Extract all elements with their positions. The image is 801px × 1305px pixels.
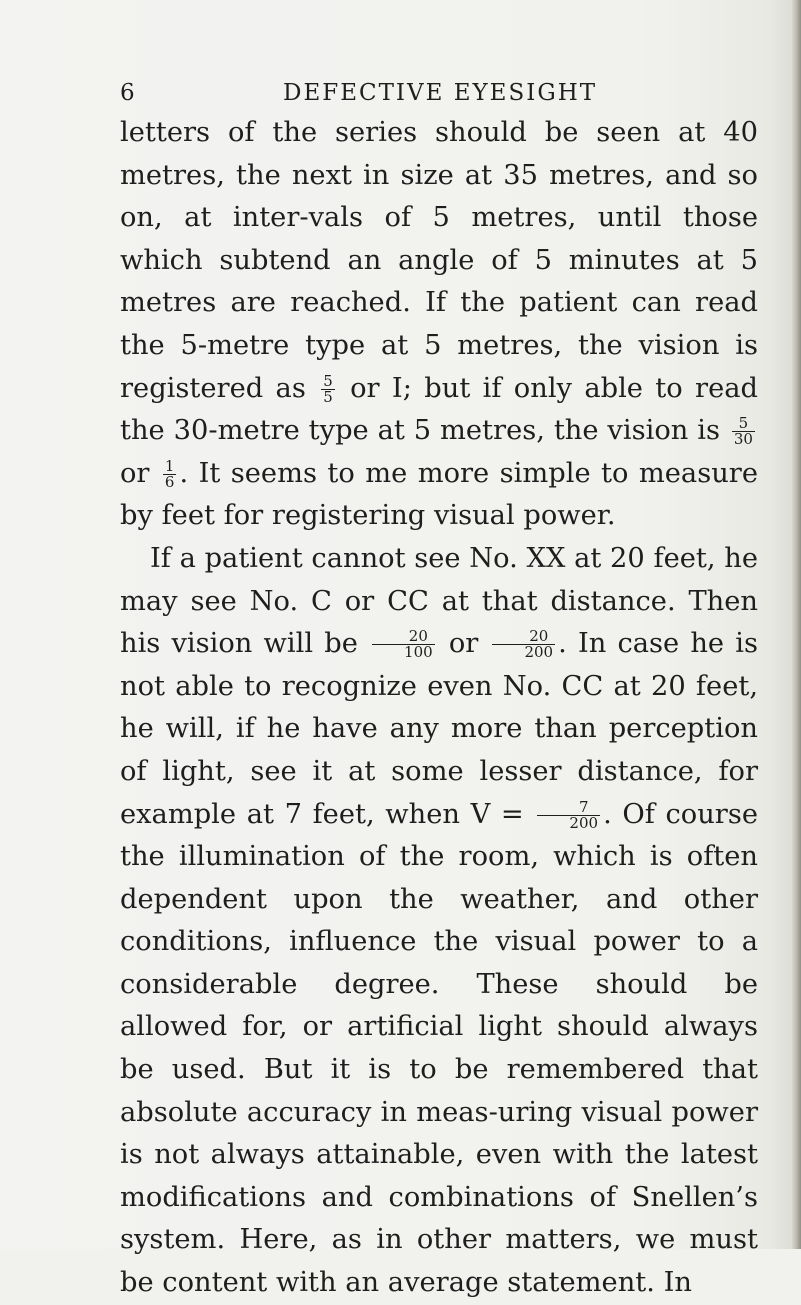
fraction-numerator: 5 [323,371,333,390]
text-run: . It seems to me more simple to measure by feet for registering visual power. [120,457,758,532]
fraction [537,797,600,832]
fraction-numerator: 20 [492,629,555,645]
text-run: or [448,628,479,660]
fraction [163,456,177,491]
fraction-numerator: 1 [164,456,175,475]
running-header [120,80,758,112]
fraction-denominator: 6 [164,472,175,491]
fraction-denominator: 200 [524,643,554,662]
text-run: . Of course the illumination of the room, which is often dependent upon the weather, and other conditions, influence the visual power to a considerable degree. These should be allowed for, or artificial light should always be used. But it is to be remembered that absolute accuracy in meas-uring visual power is not always attainable, even with the latest modifications and combinations of Snellen’s system. Here, as in other matters, we must be content with an average statement. In [120,798,758,1299]
fraction [492,629,555,660]
text-run: or I; but if only able to read the 30-metre type at 5 metres, the vision is [120,372,758,447]
text-run: If a patient cannot see No. XX at 20 feet, he may see No. C or CC at that distance. Then his vision will be [120,542,758,660]
fraction [321,371,335,406]
paragraph-2 [120,538,758,1305]
fraction-denominator: 5 [323,387,333,406]
page-number: 6 [120,80,137,106]
body-text [120,112,758,1305]
fraction-denominator: 30 [733,430,753,449]
fraction-numerator: 20 [372,629,435,645]
page-edge-shadow [792,0,801,1249]
text-run: or [120,457,150,489]
running-title: DEFECTIVE EYESIGHT [283,80,598,106]
fraction-numerator: 5 [732,416,755,432]
text-run: letters of the series should be seen at 40 metres, the next in size at 35 metres, and so on, at inter-vals of 5 metres, until those which subtend an angle of 5 minutes at 5 metres are reached. If the patient can read the 5-metre type at 5 metres, the vision is registered as [120,117,758,404]
fraction [732,416,755,447]
fraction-denominator: 200 [569,813,599,832]
fraction [372,629,435,660]
text-run: . In case he is not able to recognize even No. CC at 20 feet, he will, if he have any more than perception of light, see it at some lesser distance, for example at 7 feet, when V = [120,628,758,830]
fraction-denominator: 100 [404,643,433,662]
paragraph-1 [120,112,758,538]
fraction-numerator: 7 [537,800,600,816]
